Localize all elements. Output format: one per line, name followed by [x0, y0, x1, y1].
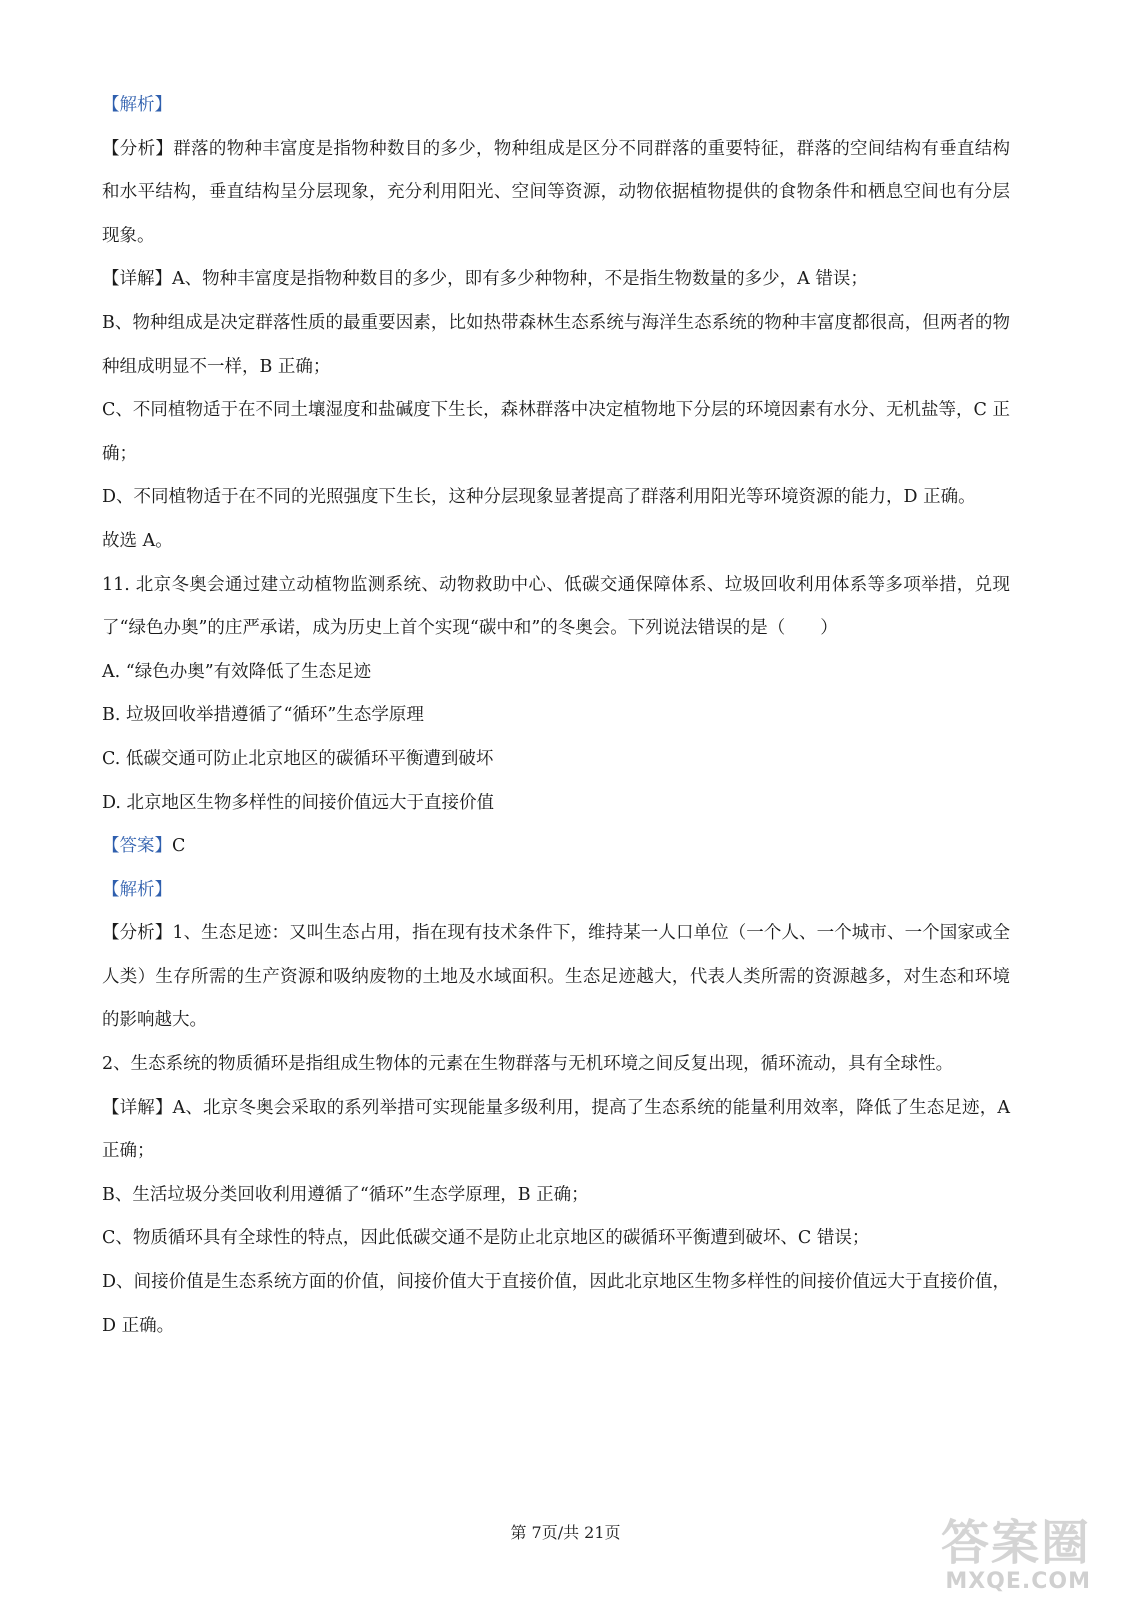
- paragraph-6: [102, 476, 1010, 520]
- paragraph-text: 群落的物种丰富度是指物种数目的多少，物种组成是区分不同群落的重要特征，群落的空间结构有垂直结构和水平结构，垂直结构呈分层现象，充分利用阳光、空间等资源，动物依据植物提供的食物条件和栖息空间也有分层现象。: [102, 138, 1011, 246]
- paragraph-4: [102, 302, 1010, 389]
- paragraph-7: [102, 520, 1010, 564]
- option-text: C. 低碳交通可防止北京地区的碳循环平衡遭到破坏: [102, 748, 494, 769]
- answer-value: C: [172, 836, 186, 857]
- paragraph-text: B、生活垃圾分类回收利用遵循了“循环”生态学原理，B 正确；: [102, 1184, 589, 1205]
- paragraph-text: A、北京冬奥会采取的系列举措可实现能量多级利用，提高了生态系统的能量利用效率，降低了生态足迹，A 正确；: [102, 1097, 1010, 1162]
- section-tag: 【详解】: [102, 269, 172, 290]
- paragraph-5: [102, 389, 1010, 476]
- paragraph-analysis-1: [102, 912, 1010, 1043]
- paragraph-analysis-2: [102, 1043, 1010, 1087]
- watermark-logo-text: 答案圈: [940, 1515, 1091, 1571]
- paragraph-text: 2、生态系统的物质循环是指组成生物体的元素在生物群落与无机环境之间反复出现，循环流动，具有全球性。: [102, 1054, 954, 1075]
- paragraph-text: D、不同植物适于在不同的光照强度下生长，这种分层现象显著提高了群落利用阳光等环境资源的能力，D 正确。: [102, 487, 976, 508]
- question-11-stem: [102, 564, 1010, 651]
- answer-line: [102, 825, 1010, 869]
- section-tag: 【答案】: [102, 836, 172, 857]
- paragraph-detail-c: [102, 1217, 1010, 1261]
- option-text: B. 垃圾回收举措遵循了“循环”生态学原理: [102, 705, 424, 726]
- paragraph-text: 故选 A。: [102, 530, 173, 551]
- paragraph-detail-b: [102, 1174, 1010, 1218]
- option-b: [102, 694, 1010, 738]
- watermark-url: MXQE.COM: [945, 1569, 1091, 1594]
- paragraph-text: D、间接价值是生态系统方面的价值，间接价值大于直接价值，因此北京地区生物多样性的间接价值远大于直接价值，D 正确。: [102, 1272, 1010, 1336]
- watermark-logo: [911, 1504, 1091, 1594]
- analysis-heading: [102, 869, 1010, 913]
- section-tag: 【详解】: [102, 1097, 173, 1118]
- option-a: [102, 651, 1010, 695]
- paragraph-2: [102, 128, 1010, 259]
- section-tag: 【解析】: [102, 879, 172, 900]
- option-text: A. “绿色办奥”有效降低了生态足迹: [102, 661, 372, 682]
- paragraph-text: A、物种丰富度是指物种数目的多少，即有多少种物种，不是指生物数量的多少，A 错误；: [172, 269, 868, 290]
- option-d: [102, 782, 1010, 826]
- section-tag: 【分析】: [102, 923, 173, 944]
- section-tag: 【分析】: [102, 138, 174, 159]
- paragraph-detail-a: [102, 1087, 1010, 1174]
- paragraph-text: C、不同植物适于在不同土壤湿度和盐碱度下生长，森林群落中决定植物地下分层的环境因素有水分、无机盐等，C 正确；: [102, 400, 1010, 464]
- page-number: 第 7页/共 21页: [510, 1523, 621, 1542]
- option-text: D. 北京地区生物多样性的间接价值远大于直接价值: [102, 792, 495, 813]
- option-c: [102, 738, 1010, 782]
- document-body: [102, 84, 1010, 1348]
- paragraph-detail-d: [102, 1261, 1010, 1348]
- paragraph-text: 1、生态足迹：又叫生态占用，指在现有技术条件下，维持某一人口单位（一个人、一个城市、一个国家或全人类）生存所需的生产资源和吸纳废物的土地及水域面积。生态足迹越大，代表人类所需的资源越多，对生态和环境的影响越大。: [102, 923, 1010, 1031]
- paragraph-text: 11. 北京冬奥会通过建立动植物监测系统、动物救助中心、低碳交通保障体系、垃圾回收利用体系等多项举措，兑现了“绿色办奥”的庄严承诺，成为历史上首个实现“碳中和”的冬奥会。下列说法错误的是（ ）: [102, 574, 1010, 639]
- paragraph-3: [102, 258, 1010, 302]
- paragraph-1: [102, 84, 1010, 128]
- paragraph-text: B、物种组成是决定群落性质的最重要因素，比如热带森林生态系统与海洋生态系统的物种丰富度都很高，但两者的物种组成明显不一样，B 正确；: [102, 312, 1010, 377]
- paragraph-text: C、物质循环具有全球性的特点，因此低碳交通不是防止北京地区的碳循环平衡遭到破坏、C 错误；: [102, 1228, 870, 1249]
- section-tag: 【解析】: [102, 95, 172, 115]
